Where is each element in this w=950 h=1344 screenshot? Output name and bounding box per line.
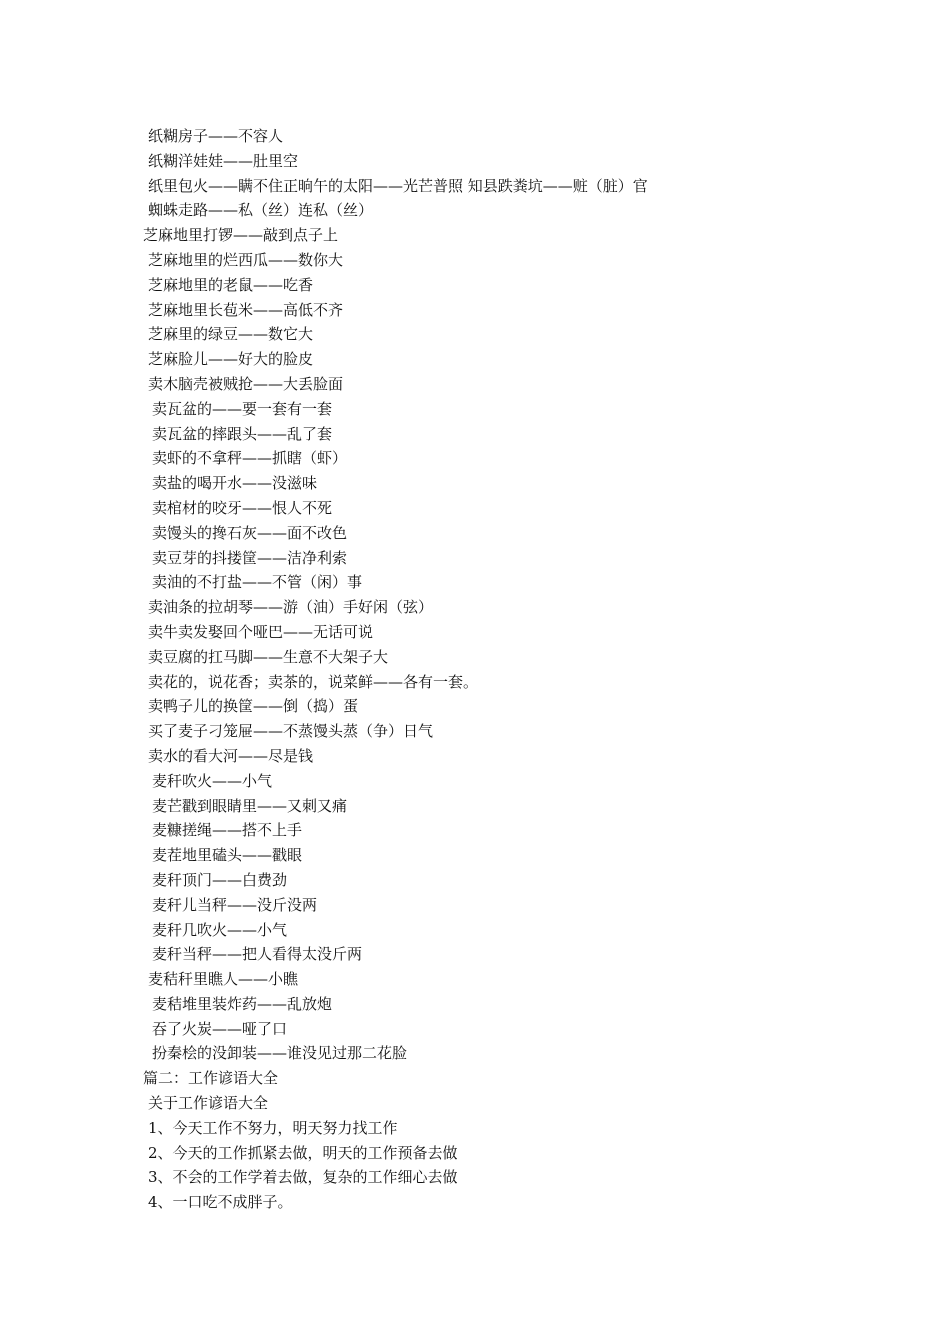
- text-line: 麦秆顶门——白费劲: [152, 870, 288, 889]
- text-line: 芝麻地里打锣——敲到点子上: [143, 226, 339, 245]
- text-line: 麦秸秆里瞧人——小瞧: [148, 970, 299, 989]
- text-line: 卖棺材的咬牙——恨人不死: [152, 498, 333, 517]
- text-line: 关于工作谚语大全: [148, 1094, 269, 1113]
- text-line: 卖盐的喝开水——没滋味: [152, 474, 318, 493]
- text-line: 卖油的不打盐——不管（闲）事: [152, 573, 363, 592]
- text-line: 卖鸭子儿的换筐——倒（捣）蛋: [148, 697, 359, 716]
- text-line: 1、今天工作不努力，明天努力找工作: [148, 1118, 398, 1137]
- text-line: 麦芒戳到眼睛里——又刺又痛: [152, 796, 348, 815]
- text-line: 芝麻里的绿豆——数它大: [148, 325, 314, 344]
- text-line: 芝麻地里长苞米——高低不齐: [148, 300, 344, 319]
- text-line: 卖牛卖发娶回个哑巴——无话可说: [148, 622, 374, 641]
- text-line: 卖瓦盆的摔跟头——乱了套: [152, 424, 333, 443]
- text-line: 麦秆儿当秤——没斤没两: [152, 895, 318, 914]
- text-line: 卖木脑壳被贼抢——大丢脸面: [148, 374, 344, 393]
- text-line: 卖馒头的搀石灰——面不改色: [152, 523, 348, 542]
- text-line: 3、不会的工作学着去做，复杂的工作细心去做: [148, 1168, 458, 1187]
- text-line: 芝麻地里的老鼠——吃香: [148, 275, 314, 294]
- text-line: 纸糊房子——不容人: [148, 127, 284, 145]
- text-line: 买了麦子刁笼屉——不蒸馒头蒸（争）日气: [148, 722, 434, 741]
- text-line: 芝麻脸儿——好大的脸皮: [148, 350, 314, 369]
- text-line: 纸里包火——瞒不住正晌午的太阳——光芒普照 知县跌粪坑——赃（脏）官: [148, 176, 648, 195]
- text-line: 麦糠搓绳——搭不上手: [152, 821, 303, 840]
- text-line: 蜘蛛走路——私（丝）连私（丝）: [148, 201, 374, 220]
- text-line: 卖油条的拉胡琴——游（油）手好闲（弦）: [148, 598, 434, 617]
- text-line: 卖豆腐的扛马脚——生意不大架子大: [148, 647, 389, 666]
- text-line: 2、今天的工作抓紧去做，明天的工作预备去做: [148, 1143, 458, 1162]
- text-line: 卖水的看大河——尽是钱: [148, 746, 314, 765]
- text-line: 卖瓦盆的——要一套有一套: [152, 399, 333, 418]
- text-line: 卖花的，说花香；卖茶的，说菜鲜——各有一套。: [148, 672, 479, 691]
- text-line: 篇二：工作谚语大全: [143, 1069, 279, 1088]
- text-line: 麦秆当秤——把人看得太没斤两: [152, 945, 363, 964]
- text-line: 芝麻地里的烂西瓜——数你大: [148, 250, 344, 269]
- text-line: 麦茬地里磕头——戳眼: [152, 846, 303, 865]
- text-line: 卖虾的不拿秤——抓瞎（虾）: [152, 449, 348, 468]
- text-line: 吞了火炭——哑了口: [152, 1019, 288, 1038]
- text-line: 麦秆吹火——小气: [152, 771, 273, 790]
- text-line: 麦秸堆里装炸药——乱放炮: [152, 994, 333, 1013]
- text-line: 麦秆几吹火——小气: [152, 920, 288, 939]
- text-line: 纸糊洋娃娃——肚里空: [148, 151, 299, 170]
- document-body: [143, 124, 903, 1215]
- text-line: 4、一口吃不成胖子。: [148, 1193, 293, 1212]
- text-line: 扮秦桧的没卸装——谁没见过那二花脸: [152, 1044, 408, 1063]
- text-line: 卖豆芽的抖搂筐——洁净利索: [152, 548, 348, 567]
